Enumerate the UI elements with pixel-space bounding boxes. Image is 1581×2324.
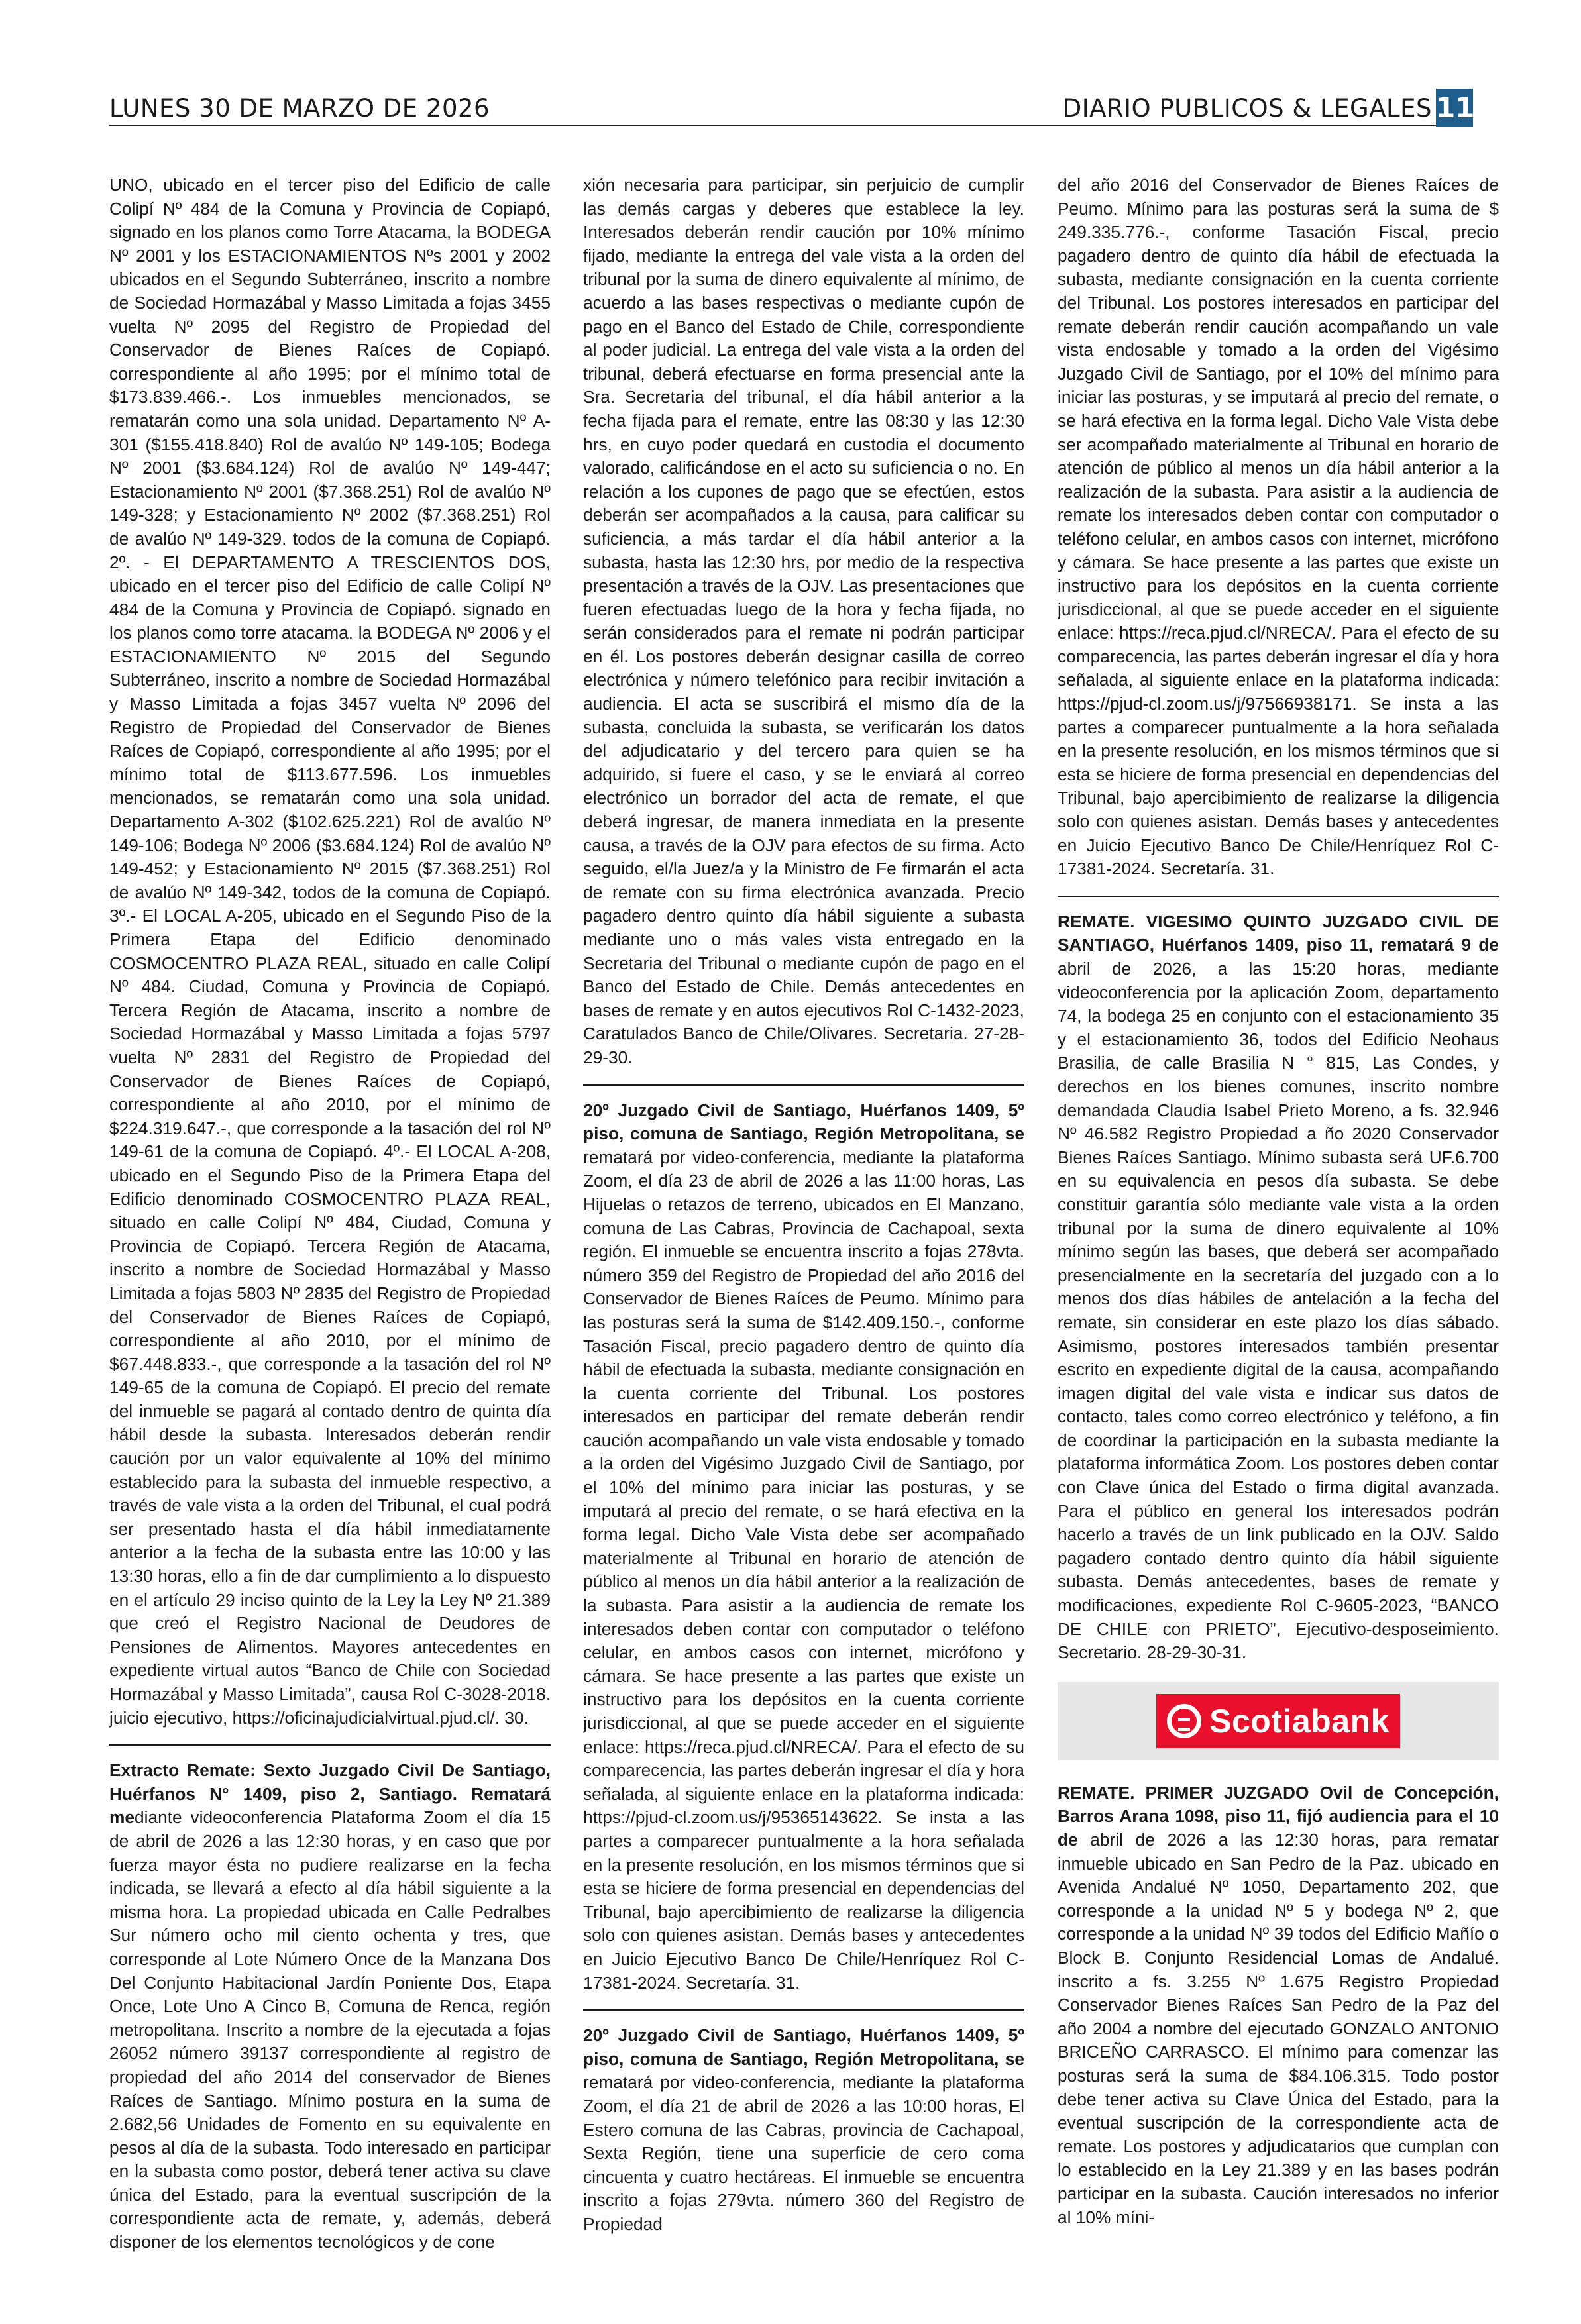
notice-20-juzgado-el-estero <box>583 2024 1024 2236</box>
notice-text <box>1058 174 1499 881</box>
column-1 <box>109 174 551 2254</box>
notice-text <box>583 1099 1024 1995</box>
notice-separator <box>1058 896 1499 897</box>
notice-sexto-juzgado-continued <box>583 174 1024 1070</box>
notice-text <box>583 174 1024 1070</box>
issue-date: LUNES 30 DE MARZO DE 2026 <box>109 94 490 123</box>
notice-text <box>1058 1781 1499 2229</box>
notice-body: xión necesaria para participar, sin perjuicio de cumplir las demás cargas y deberes que establece la ley. Interesados deberán rendir caución por 10% mínimo fijado, mediante la entrega del vale vista a la orden del tribunal por la suma de dinero equivalente al mínimo, de acuerdo a las bases respectivas o mediante cupón de pago en el Banco del Estado de Chile, correspondiente al poder judicial. La entrega del vale vista a la orden del tribunal, deberá efectuarse en forma presencial ante la Sra. Secretaria del tribunal, el día hábil anterior a la fecha fijada para el remate, entre las 08:30 y las 12:30 hrs, en cuyo poder quedará en custodia el documento valorado, calificándose en el acto su suficiencia o no. En relación a los cupones de pago que se efectúen, estos deberán ser acompañados a la causa, para calificar su suficiencia, a más tardar el día hábil anterior a la subasta, hasta las 12:30 hrs, por medio de la respectiva presentación a través de la OJV. Las presentaciones que fueren efectuadas luego de la hora y fecha fijada, no serán considerados para el remate ni podrán participar en él. Los postores deberán designar casilla de correo electrónica y número telefónico para recibir invitación a audiencia. El acta se suscribirá el mismo día de la subasta, concluida la subasta, se verificarán los datos del adjudicatario y del tercero para quien se ha adquirido, si fuere el caso, y se le enviará al correo electrónico un borrador del acta de remate, el que deberá ingresar, de manera inmediata en la presente causa, a través de la OJV para efectos de su firma. Acto seguido, el/la Juez/a y la Ministro de Fe firmarán el acta de remate con su firma electrónica avanzada. Precio pagadero dentro quinto día hábil siguiente a subasta mediante uno o más vales vista entregado en la Secretaria del Tribunal o mediante cupón de pago en el Banco del Estado de Chile. Demás antecedentes en bases de remate y en autos ejecutivos Rol C-1432-2023, Caratulados Banco de Chile/Olivares. Secretaria. 27-28-29-30. <box>583 175 1024 1067</box>
notice-copiapo-continued <box>109 174 551 1730</box>
page-header <box>109 91 1473 126</box>
notice-separator <box>583 2009 1024 2011</box>
scotiabank-logo-icon <box>1167 1704 1201 1738</box>
notice-lead: 20º Juzgado Civil de Santiago, Huérfanos 1409, 5º piso, comuna de Santiago, Región Metropolitana, se <box>583 1100 1024 1144</box>
notice-body: rematará por video-conferencia, mediante la plataforma Zoom, el día 21 de abril de 2026 a las 10:00 horas, El Estero comuna de las Cabras, provincia de Cachapoal, Sexta Región, tiene una superficie de cero coma cincuenta y cuatro hectáreas. El inmueble se encuentra inscrito a fojas 279vta. número 360 del Registro de Propiedad <box>583 2072 1024 2234</box>
notice-text <box>1058 910 1499 1665</box>
notice-lead: 20º Juzgado Civil de Santiago, Huérfanos 1409, 5º piso, comuna de Santiago, Región Metropolitana, se <box>583 2025 1024 2069</box>
notice-text <box>109 1759 551 2254</box>
scotiabank-logo <box>1156 1694 1400 1748</box>
bank-name: Scotiabank <box>1209 1702 1390 1740</box>
notice-text <box>583 2024 1024 2236</box>
advertisement-banner <box>1058 1682 1499 1760</box>
page-number: 11 <box>1436 89 1473 127</box>
notice-text <box>109 174 551 1730</box>
notice-20-juzgado-las-hijuelas <box>583 1099 1024 1995</box>
notice-body: UNO, ubicado en el tercer piso del Edificio de calle Colipí Nº 484 de la Comuna y Provincia de Copiapó, signado en los planos como Torre Atacama, la BODEGA Nº 2001 y los ESTACIONAMIENTOS Nºs 2001 y 2002 ubicados en el Segundo Subterráneo, inscrito a nombre de Sociedad Hormazábal y Masso Limitada a fojas 3455 vuelta Nº 2095 del Registro de Propiedad del Conservador de Bienes Raíces de Copiapó. correspondiente al año 1995; por el mínimo total de $173.839.466.-. Los inmuebles mencionados, se rematarán como una sola unidad. Departamento Nº A-301 ($155.418.840) Rol de avalúo Nº 149-105; Bodega Nº 2001 ($3.684.124) Rol de avalúo Nº 149-447; Estacionamiento Nº 2001 ($7.368.251) Rol de avalúo Nº 149-328; y Estacionamiento Nº 2002 ($7.368.251) Rol de avalúo Nº 149-329. todos de la comuna de Copiapó. 2º. - El DEPARTAMENTO A TRESCIENTOS DOS, ubicado en el tercer piso del Edificio de calle Colipí Nº 484 de la Comuna y Provincia de Copiapó. signado en los planos como torre atacama. la BODEGA Nº 2006 y el ESTACIONAMIENTO Nº 2015 del Segundo Subterráneo, inscrito a nombre de Sociedad Hormazábal y Masso Limitada a fojas 3457 vuelta Nº 2096 del Registro de Propiedad del Conservador de Bienes Raíces de Copiapó, correspondiente al año 1995; por el mínimo total de $113.677.596. Los inmuebles mencionados, se rematarán como una sola unidad. Departamento A-302 ($102.625.221) Rol de avalúo Nº 149-106; Bodega Nº 2006 ($3.684.124) Rol de avalúo Nº 149-452; y Estacionamiento Nº 2015 ($7.368.251) Rol de avalúo Nº 149-342, todos de la comuna de Copiapó. 3º.- El LOCAL A-205, ubicado en el Segundo Piso de la Primera Etapa del Edificio denominado COSMOCENTRO PLAZA REAL, situado en calle Colipí Nº 484. Ciudad, Comuna y Provincia de Copiapó. Tercera Región de Atacama, inscrito a nombre de Sociedad Hormazábal y Masso Limitada a fojas 5797 vuelta Nº 2831 del Registro de Propiedad del Conservador de Bienes Raíces de Copiapó, correspondiente al año 2010, por el mínimo de $224.319.647.-, que corresponde a la tasación del rol Nº 149-61 de la comuna de Copiapó. 4º.- El LOCAL A-208, ubicado en el Segundo Piso de la Primera Etapa del Edificio denominado COSMOCENTRO PLAZA REAL, situado en calle Colipí Nº 484, Ciudad, Comuna y Provincia de Copiapó. Tercera Región de Atacama, inscrito a nombre de Sociedad Hormazábal y Masso Limitada a fojas 5803 Nº 2835 del Registro de Propiedad del Conservador de Bienes Raíces de Copiapó, correspondiente al año 2010, por el mínimo de $67.448.833.-, que corresponde a la tasación del rol Nº 149-65 de la comuna de Copiapó. El precio del remate del inmueble se pagará al contado dentro de quinta día hábil desde la subasta. Interesados deberán rendir caución por un valor equivalente al 10% del mínimo establecido para la subasta del inmueble respectivo, a través de vale vista a la orden del Tribunal, el cual podrá ser presentado hasta el día hábil inmediatamente anterior a la fecha de la subasta entre las 10:00 y las 13:30 horas, ello a fin de dar cumplimiento a lo dispuesto en el artículo 29 inciso quinto de la Ley la Ley Nº 21.389 que creó el Registro Nacional de Deudores de Pensiones de Alimentos. Mayores antecedentes en expediente virtual autos “Banco de Chile con Sociedad Hormazábal y Masso Limitada”, causa Rol C-3028-2018. juicio ejecutivo, https://oficinajudicialvirtual.pjud.cl/. 30. <box>109 175 551 1728</box>
notice-body: abril de 2026 a las 12:30 horas, para rematar inmueble ubicado en San Pedro de la Paz. ubicado en Avenida Andalué Nº 1050, Departamento 202, que corresponde a la unidad Nº 5 y bodega Nº 2, que corresponde a la unidad Nº 39 todos del Edificio Mañío o Block B. Conjunto Residencial Lomas de Andalué. inscrito a fs. 3.255 Nº 1.675 Registro Propiedad Conservador Bienes Raíces San Pedro de la Paz del año 2004 a nombre del ejecutado GONZALO ANTONIO BRICEÑO CARRASCO. El mínimo para comenzar las posturas será la suma de $84.106.315. Todo postor debe tener activa su Clave Única del Estado, para la eventual suscripción de la correspondiente acta de remate. Los postores y adjudicatarios que cumplan con lo establecido en la Ley 21.389 y en las bases podrán participar en la subasta. Caución interesados no inferior al 10% míni- <box>1058 1830 1499 2227</box>
notice-lead: Extracto Remate: Sexto Juzgado Civil De Santiago, Huérfanos N° 1409, piso 2, Santiago. Rematará me <box>109 1760 551 1828</box>
notice-vigesimo-quinto-juzgado <box>1058 910 1499 1665</box>
column-2 <box>583 174 1024 2236</box>
notice-separator <box>109 1744 551 1746</box>
notice-body: diante videoconferencia Plataforma Zoom el día 15 de abril de 2026 a las 12:30 horas, y en caso que por fuerza mayor ésta no pudiere realizarse en la fecha indicada, se llevará a efecto al día hábil siguiente a la misma hora. La propiedad ubicada en Calle Pedralbes Sur número ocho mil ciento ochenta y tres, que corresponde al Lote Número Once de la Manzana Dos Del Conjunto Habitacional Jardín Poniente Dos, Etapa Once, Lote Uno A Cinco B, Comuna de Renca, región metropolitana. Inscrito a nombre de la ejecutada a fojas 26052 número 39137 correspondiente al registro de propiedad del año 2014 del conservador de Bienes Raíces de Santiago. Mínimo postura en la suma de 2.682,56 Unidades de Fomento en su equivalente en pesos al día de la subasta. Todo interesado en participar en la subasta como postor, deberá tener activa su clave única del Estado, para la eventual suscripción de la correspondiente acta de remate, y, además, deberá disponer de los elementos tecnológicos y de cone <box>109 1807 551 2252</box>
notice-lead: REMATE. VIGESIMO QUINTO JUZGADO CIVIL DE SANTIAGO, Huérfanos 1409, piso 11, rematará 9 de <box>1058 911 1499 955</box>
publication-name: DIARIO PUBLICOS & LEGALES <box>1062 94 1432 123</box>
notice-primer-juzgado-concepcion <box>1058 1781 1499 2229</box>
notice-lead: REMATE. PRIMER JUZGADO Ovil de Concepción, Barros Arana 1098, piso 11, fijó audiencia para el 10 de <box>1058 1782 1499 1850</box>
column-3 <box>1058 174 1499 2229</box>
notice-20-juzgado-el-estero-continued <box>1058 174 1499 881</box>
notice-body: abril de 2026, a las 15:20 horas, mediante videoconferencia por la aplicación Zoom, departamento 74, la bodega 25 en conjunto con el estacionamiento 35 y el estacionamiento 36, todos del Edificio Neohaus Brasilia, de calle Brasilia N ° 815, Las Condes, y derechos en los bienes comunes, inscrito nombre demandada Claudia Isabel Prieto Moreno, a fs. 32.946 Nº 46.582 Registro Propiedad a ño 2020 Conservador Bienes Raíces Santiago. Mínimo subasta será UF.6.700 en su equivalencia en pesos día subasta. Se debe constituir garantía sólo mediante vale vista a la orden tribunal por la suma de dinero equivalente al 10% mínimo según las bases, que deberá ser acompañado presencialmente en la secretaría del juzgado con a lo menos dos días hábiles de antelación a la fecha del remate, sin considerar en este plazo los días sábado. Asimismo, postores interesados también presentar escrito en expediente digital de la causa, acompañando imagen digital del vale vista e indicar sus datos de contacto, tales como correo electrónico y teléfono, a fin de coordinar la participación en la subasta mediante la plataforma informática Zoom. Los postores deben contar con Clave única del Estado o firma digital avanzada. Para el público en general los interesados podrán hacerlo a través de un link publicado en la OJV. Saldo pagadero contado dentro quinto día hábil siguiente subasta. Demás antecedentes, bases de remate y modificaciones, expediente Rol C-9605-2023, “BANCO DE CHILE con PRIETO”, Ejecutivo-desposeimiento. Secretario. 28-29-30-31. <box>1058 959 1499 1663</box>
notice-separator <box>583 1084 1024 1086</box>
notice-sexto-juzgado <box>109 1759 551 2254</box>
notice-body: rematará por video-conferencia, mediante la plataforma Zoom, el día 23 de abril de 2026 a las 11:00 horas, Las Hijuelas o retazos de terreno, ubicados en El Manzano, comuna de Las Cabras, Provincia de Cachapoal, sexta región. El inmueble se encuentra inscrito a fojas 278vta. número 359 del Registro de Propiedad del año 2016 del Conservador de Bienes Raíces de Peumo. Mínimo para las posturas será la suma de $142.409.150.-, conforme Tasación Fiscal, precio pagadero dentro de quinto día hábil de efectuada la subasta, mediante consignación en la cuenta corriente del Tribunal. Los postores interesados en participar del remate deberán rendir caución acompañando un vale vista endosable y tomado a la orden del Vigésimo Juzgado Civil de Santiago, por el 10% del mínimo para iniciar las posturas, y se imputará al precio del remate, o se hará efectiva en la forma legal. Dicho Vale Vista debe ser acompañado materialmente al Tribunal en horario de atención de público al menos un día hábil anterior a la realización de la subasta. Para asistir a la audiencia de remate los interesados deben contar con computador o teléfono celular, en ambos casos con internet, micrófono y cámara. Se hace presente a las partes que existe un instructivo para los depósitos en la cuenta corriente jurisdiccional, al que se puede acceder en el siguiente enlace: https://reca.pjud.cl/NRECA/. Para el efecto de su comparecencia, las partes deberán ingresar el día y hora señalada, al siguiente enlace en la plataforma indicada: https://pjud-cl.zoom.us/j/95365143622. Se insta a las partes a comparecer puntualmente a la hora señalada en la presente resolución, en los mismos términos que si esta se hiciere de forma presencial en dependencias del Tribunal, bajo apercibimiento de realizarse la diligencia solo con quienes asistan. Demás bases y antecedentes en Juicio Ejecutivo Banco De Chile/Henríquez Rol C-17381-2024. Secretaría. 31. <box>583 1147 1024 1993</box>
notice-body: del año 2016 del Conservador de Bienes Raíces de Peumo. Mínimo para las posturas será la suma de $ 249.335.776.-, conforme Tasación Fiscal, precio pagadero dentro de quinto día hábil de efectuada la subasta, mediante consignación en la cuenta corriente del Tribunal. Los postores interesados en participar del remate deberán rendir caución acompañando un vale vista endosable y tomado a la orden del Vigésimo Juzgado Civil de Santiago, por el 10% del mínimo para iniciar las posturas, y se imputará al precio del remate, o se hará efectiva en la forma legal. Dicho Vale Vista debe ser acompañado materialmente al Tribunal en horario de atención de público al menos un día hábil anterior a la realización de la subasta. Para asistir a la audiencia de remate los interesados deben contar con computador o teléfono celular, en ambos casos con internet, micrófono y cámara. Se hace presente a las partes que existe un instructivo para los depósitos en la cuenta corriente jurisdiccional, al que se puede acceder en el siguiente enlace: https://reca.pjud.cl/NRECA/. Para el efecto de su comparecencia, las partes deberán ingresar el día y hora señalada, al siguiente enlace en la plataforma indicada: https://pjud-cl.zoom.us/j/97566938171. Se insta a las partes a comparecer puntualmente a la hora señalada en la presente resolución, en los mismos términos que si esta se hiciere de forma presencial en dependencias del Tribunal, bajo apercibimiento de realizarse la diligencia solo con quienes asistan. Demás bases y antecedentes en Juicio Ejecutivo Banco De Chile/Henríquez Rol C-17381-2024. Secretaría. 31. <box>1058 175 1499 879</box>
